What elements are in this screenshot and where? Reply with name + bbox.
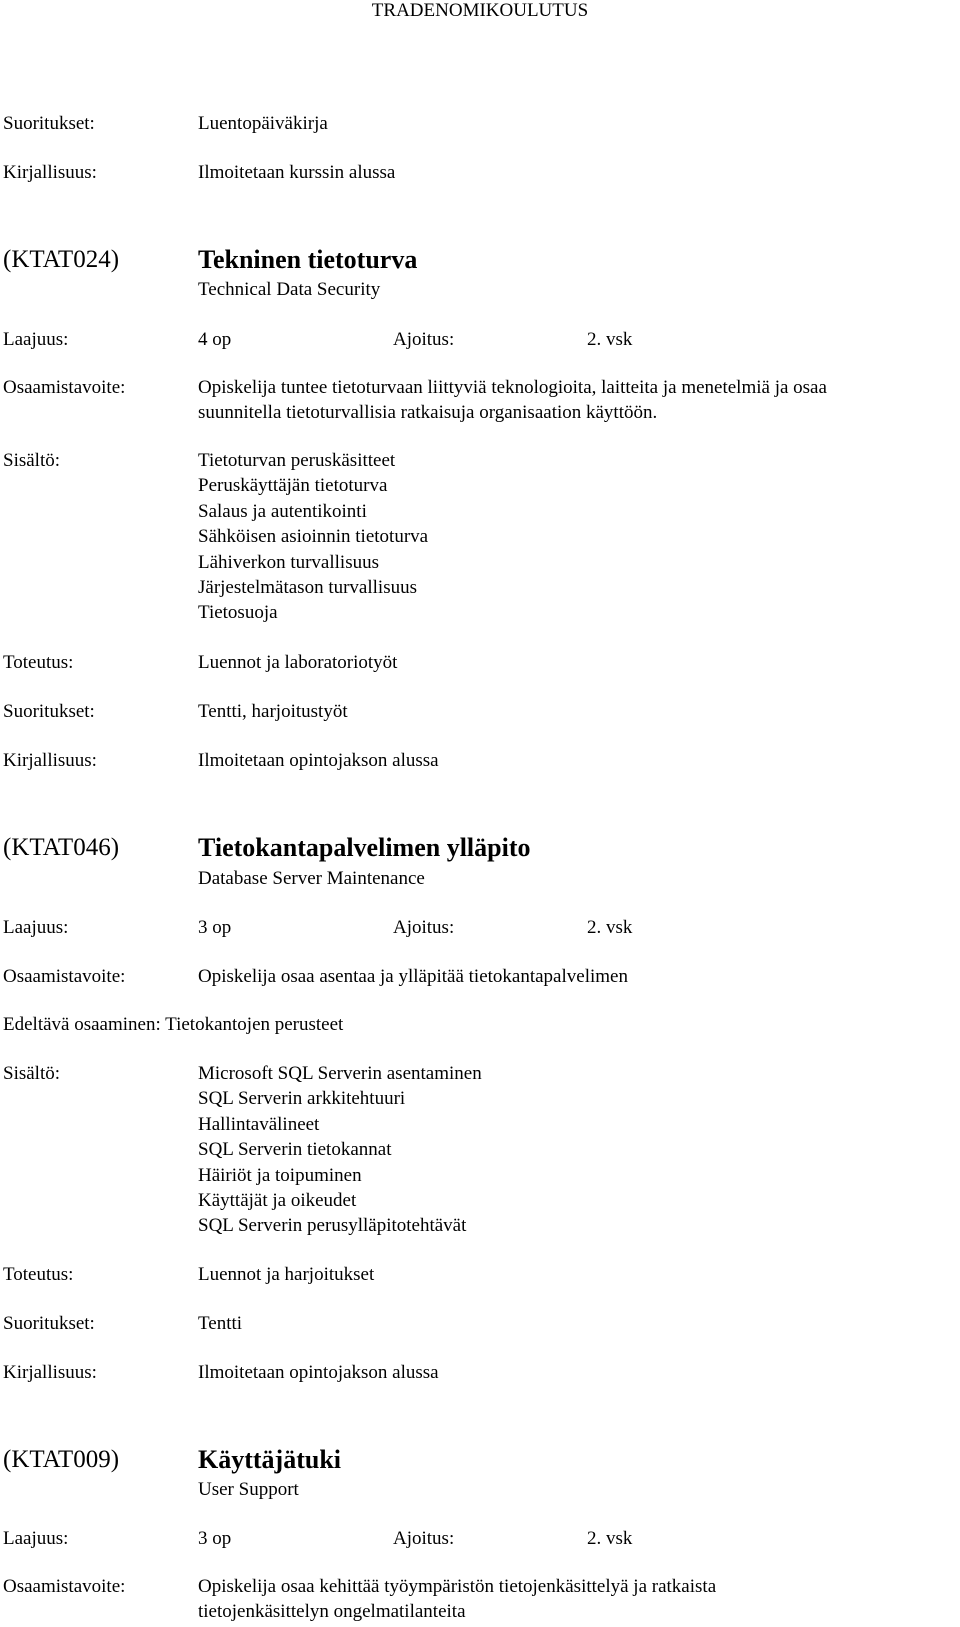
toteutus-label: Toteutus:	[3, 652, 74, 673]
osaamistavoite-line: Opiskelija tuntee tietoturvaan liittyviä teknologioita, laitteita ja menetelmiä ja osaa	[198, 377, 827, 398]
toteutus-value: Luennot ja laboratoriotyöt	[198, 652, 398, 673]
course-title: Käyttäjätuki	[198, 1445, 341, 1474]
suoritukset-value: Tentti, harjoitustyöt	[198, 701, 348, 722]
sisalto-item: Peruskäyttäjän tietoturva	[198, 475, 388, 497]
kirjallisuus-value: Ilmoitetaan opintojakson alussa	[198, 750, 439, 771]
sisalto-item: Hallintavälineet	[198, 1113, 320, 1135]
ajoitus-value: 2. vsk	[587, 917, 633, 938]
laajuus-label: Laajuus:	[3, 917, 69, 938]
suoritukset-label: Suoritukset:	[3, 701, 95, 722]
sisalto-item: SQL Serverin arkkitehtuuri	[198, 1088, 406, 1110]
laajuus-value: 3 op	[198, 1528, 232, 1549]
osaamistavoite-label: Osaamistavoite:	[3, 1576, 126, 1597]
osaamistavoite-label: Osaamistavoite:	[3, 377, 126, 398]
sisalto-item: Häiriöt ja toipuminen	[198, 1164, 362, 1186]
sisalto-item: Käyttäjät ja oikeudet	[198, 1190, 357, 1212]
sisalto-item: Järjestelmätason turvallisuus	[198, 577, 417, 599]
osaamistavoite-line: suunnitella tietoturvallisia ratkaisuja organisaation käyttöön.	[198, 402, 658, 424]
toteutus-value: Luennot ja harjoitukset	[198, 1264, 375, 1285]
course-code: (KTAT046)	[3, 834, 120, 861]
kirjallisuus-label: Kirjallisuus:	[3, 750, 97, 771]
kirjallisuus-value: Ilmoitetaan kurssin alussa	[198, 162, 396, 183]
sisalto-item: SQL Serverin perusylläpitotehtävät	[198, 1215, 467, 1237]
laajuus-label: Laajuus:	[3, 329, 69, 350]
kirjallisuus-value: Ilmoitetaan opintojakson alussa	[198, 1362, 439, 1383]
sisalto-list	[198, 1061, 482, 1239]
sisalto-item: Microsoft SQL Serverin asentaminen	[198, 1063, 482, 1084]
osaamistavoite-line: tietojenkäsittelyn ongelmatilanteita	[198, 1601, 466, 1623]
suoritukset-label: Suoritukset:	[3, 1313, 95, 1334]
sisalto-list	[198, 448, 428, 626]
course-subtitle: User Support	[198, 1479, 299, 1500]
sisalto-label: Sisältö:	[3, 1063, 61, 1084]
osaamistavoite-label: Osaamistavoite:	[3, 966, 126, 987]
sisalto-item: SQL Serverin tietokannat	[198, 1139, 392, 1161]
kirjallisuus-label: Kirjallisuus:	[3, 162, 97, 183]
course-subtitle: Database Server Maintenance	[198, 868, 425, 889]
sisalto-item: Tietosuoja	[198, 602, 278, 624]
ajoitus-label: Ajoitus:	[393, 917, 455, 938]
sisalto-label: Sisältö:	[3, 450, 61, 471]
sisalto-item: Salaus ja autentikointi	[198, 500, 367, 522]
ajoitus-label: Ajoitus:	[393, 329, 455, 350]
course-code: (KTAT024)	[3, 246, 120, 273]
ajoitus-label: Ajoitus:	[393, 1528, 455, 1549]
kirjallisuus-label: Kirjallisuus:	[3, 1362, 97, 1383]
osaamistavoite-text	[198, 375, 827, 426]
course-subtitle: Technical Data Security	[198, 279, 381, 300]
page-header: TRADENOMIKOULUTUS	[371, 0, 589, 21]
course-title: Tietokantapalvelimen ylläpito	[198, 833, 531, 862]
toteutus-label: Toteutus:	[3, 1264, 74, 1285]
osaamistavoite-line: Opiskelija osaa asentaa ja ylläpitää tietokantapalvelimen	[198, 966, 628, 987]
suoritukset-value: Luentopäiväkirja	[198, 113, 328, 134]
sisalto-item: Sähköisen asioinnin tietoturva	[198, 526, 429, 548]
sisalto-item: Lähiverkon turvallisuus	[198, 551, 379, 573]
ajoitus-value: 2. vsk	[587, 1528, 633, 1549]
ajoitus-value: 2. vsk	[587, 329, 633, 350]
osaamistavoite-text	[198, 1574, 716, 1625]
laajuus-label: Laajuus:	[3, 1528, 69, 1549]
course-code: (KTAT009)	[3, 1446, 120, 1473]
edeltava-osaaminen: Edeltävä osaaminen: Tietokantojen perusteet	[3, 1014, 344, 1035]
sisalto-item: Tietoturvan peruskäsitteet	[198, 450, 396, 471]
course-title: Tekninen tietoturva	[198, 245, 418, 274]
laajuus-value: 3 op	[198, 917, 232, 938]
suoritukset-value: Tentti	[198, 1313, 243, 1334]
laajuus-value: 4 op	[198, 329, 232, 350]
suoritukset-label: Suoritukset:	[3, 113, 95, 134]
osaamistavoite-line: Opiskelija osaa kehittää työympäristön tietojenkäsittelyä ja ratkaista	[198, 1576, 717, 1597]
